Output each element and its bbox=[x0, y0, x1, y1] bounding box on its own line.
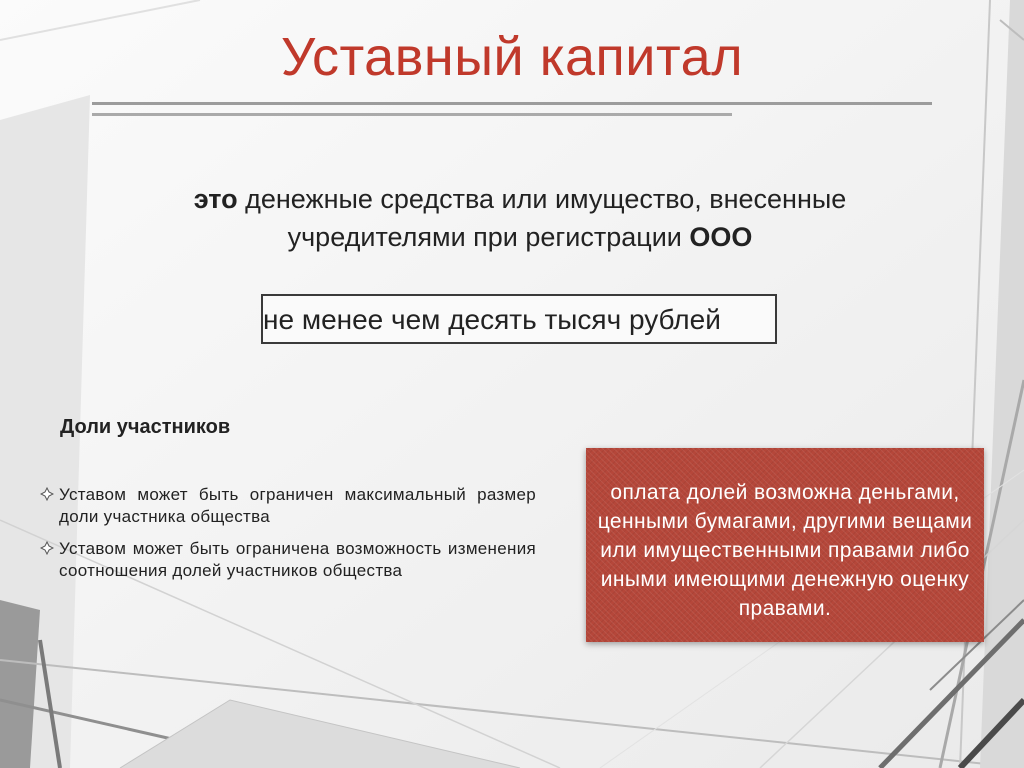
minimum-capital-box bbox=[261, 294, 777, 344]
title-underline-short bbox=[92, 113, 732, 116]
definition-body: денежные средства или имущество, внесенные учредителями при регистрации bbox=[237, 184, 847, 252]
title-underline-long bbox=[92, 102, 932, 105]
bullet-text: Уставом может быть ограничена возможность изменения соотношения долей участников общества bbox=[59, 539, 536, 580]
definition-emphasis: ООО bbox=[689, 222, 753, 252]
payment-note-text: оплата долей возможна деньгами, ценными бумагами, другими вещами или имущественными правами либо иными имеющими денежную оценку правами. bbox=[597, 481, 973, 620]
list-item bbox=[40, 538, 536, 582]
minimum-capital-text: не менее чем десять тысяч рублей bbox=[263, 304, 721, 335]
diamond-bullet-icon bbox=[40, 487, 54, 501]
bullet-text: Уставом может быть ограничен максимальный размер доли участника общества bbox=[59, 485, 536, 526]
definition-lead: это bbox=[193, 184, 238, 214]
bullet-list bbox=[40, 484, 536, 592]
list-item bbox=[40, 484, 536, 528]
payment-note-box bbox=[586, 448, 984, 642]
definition-text bbox=[120, 180, 920, 256]
slide-title: Уставный капитал bbox=[280, 27, 744, 87]
shares-heading: Доли участников bbox=[60, 416, 231, 438]
diamond-bullet-icon bbox=[40, 541, 54, 555]
